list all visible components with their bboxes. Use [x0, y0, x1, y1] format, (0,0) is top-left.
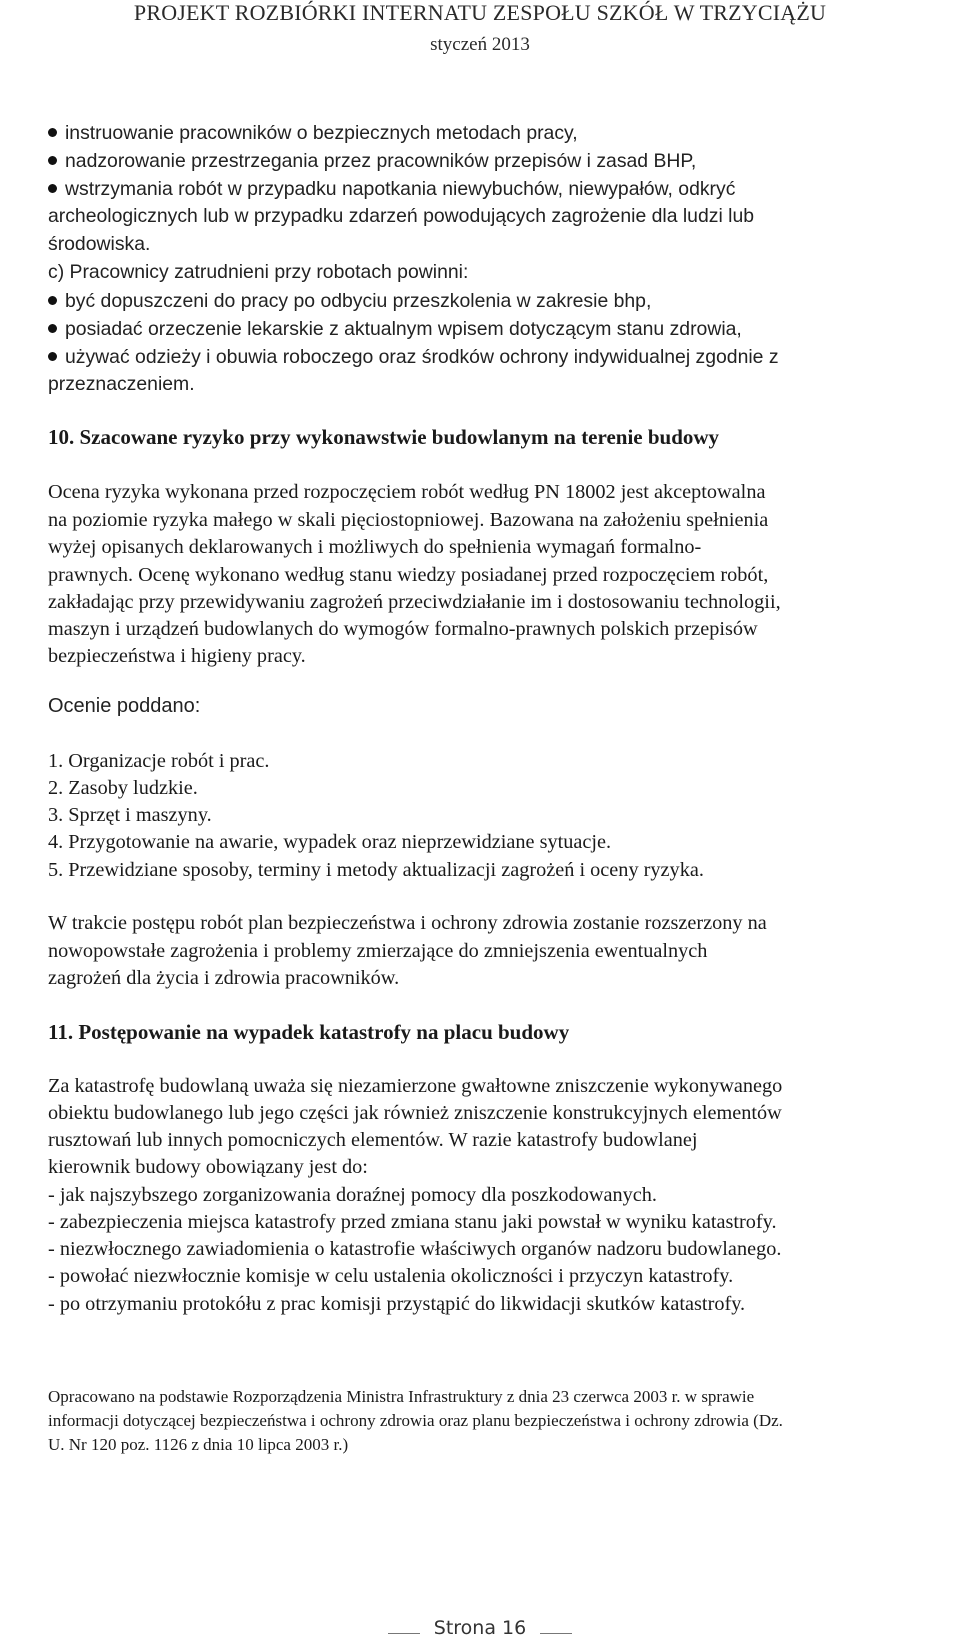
bullet-icon [48, 352, 57, 361]
page-number [0, 1617, 960, 1639]
paragraph-line: kierownik budowy obowiązany jest do: [48, 1156, 368, 1178]
footnote-line: U. Nr 120 poz. 1126 z dnia 10 lipca 2003 r.) [48, 1435, 349, 1454]
paragraph-line: obiektu budowlanego lub jego części jak również zniszczenie konstrukcyjnych elementów [48, 1102, 782, 1124]
paragraph-line: Za katastrofę budowlaną uważa się niezamierzone gwałtowne zniszczenie wykonywanego [48, 1075, 783, 1097]
list-item-text: posiadać orzeczenie lekarskie z aktualnym wpisem dotyczącym stanu zdrowia, [65, 318, 742, 340]
footnote-line: informacji dotyczącej bezpieczeństwa i ochrony zdrowia oraz planu bezpieczeństwa i ochrony zdrowia (Dz. [48, 1411, 783, 1430]
paragraph-line: maszyn i urządzeń budowlanych do wymogów formalno-prawnych polskich przepisów [48, 618, 758, 640]
list-item-continuation: środowiska. [48, 233, 151, 255]
bullet-icon [48, 128, 57, 137]
list-item-text: wstrzymania robót w przypadku napotkania niewybuchów, niewypałów, odkryć [65, 178, 736, 200]
section-11-heading: 11. Postępowanie na wypadek katastrofy na placu budowy [48, 1020, 570, 1044]
paragraph-line: rusztowań lub innych pomocniczych elementów. W razie katastrofy budowlanej [48, 1129, 698, 1151]
footnote-line: Opracowano na podstawie Rozporządzenia Ministra Infrastruktury z dnia 23 czerwca 2003 r. w sprawie [48, 1387, 755, 1406]
duty-item: - zabezpieczenia miejsca katastrofy przed zmiana stanu jaki powstał w wyniku katastrofy. [48, 1211, 777, 1233]
bullet-icon [48, 296, 57, 305]
paragraph-line: wyżej opisanych deklarowanych i możliwych do spełnienia wymagań formalno- [48, 536, 702, 558]
paragraph-line: Ocena ryzyka wykonana przed rozpoczęciem robót według PN 18002 jest akceptowalna [48, 481, 766, 503]
numbered-item: 3. Sprzęt i maszyny. [48, 804, 212, 826]
bullet-icon [48, 156, 57, 165]
list-item-text: używać odzieży i obuwia roboczego oraz środków ochrony indywidualnej zgodnie z [65, 346, 779, 368]
list-item-continuation: archeologicznych lub w przypadku zdarzeń powodujących zagrożenie dla ludzi lub [48, 205, 755, 227]
list-item-text: być dopuszczeni do pracy po odbyciu przeszkolenia w zakresie bhp, [65, 290, 652, 312]
list-item-continuation: przeznaczeniem. [48, 373, 195, 395]
duty-item: - jak najszybszego zorganizowania doraźnej pomocy dla poszkodowanych. [48, 1184, 657, 1206]
duty-item: - po otrzymaniu protokółu z prac komisji przystąpić do likwidacji skutków katastrofy. [48, 1293, 746, 1315]
numbered-item: 5. Przewidziane sposoby, terminy i metody aktualizacji zagrożeń i oceny ryzyka. [48, 859, 704, 881]
section-10-heading: 10. Szacowane ryzyko przy wykonawstwie budowlanym na terenie budowy [48, 425, 720, 449]
duty-item: - niezwłocznego zawiadomienia o katastrofie właściwych organów nadzoru budowlanego. [48, 1238, 782, 1260]
numbered-item: 2. Zasoby ludzkie. [48, 777, 198, 799]
section-c-intro: c) Pracownicy zatrudnieni przy robotach powinni: [48, 261, 469, 283]
paragraph-line: zagrożeń dla życia i zdrowia pracowników. [48, 967, 400, 989]
list-item-text: instruowanie pracowników o bezpiecznych metodach pracy, [65, 122, 578, 144]
bullet-icon [48, 184, 57, 193]
paragraph-line: bezpieczeństwa i higieny pracy. [48, 645, 306, 667]
subjected-label: Ocenie poddano: [48, 695, 201, 717]
paragraph-line: na poziomie ryzyka małego w skali pięciostopniowej. Bazowana na założeniu spełnienia [48, 509, 769, 531]
paragraph-line: prawnych. Ocenę wykonano według stanu wiedzy posiadanej przed rozpoczęciem robót, [48, 564, 769, 586]
paragraph-line: zakładając przy przewidywaniu zagrożeń przeciwdziałanie im i dostosowaniu technologii, [48, 591, 781, 613]
numbered-item: 4. Przygotowanie na awarie, wypadek oraz nieprzewidziane sytuacje. [48, 831, 612, 853]
list-item-text: nadzorowanie przestrzegania przez pracowników przepisów i zasad BHP, [65, 150, 697, 172]
header-date: styczeń 2013 [430, 34, 530, 55]
paragraph-line: nowopowstałe zagrożenia i problemy zmierzające do zmniejszenia ewentualnych [48, 940, 708, 962]
bullet-icon [48, 324, 57, 333]
header-title: PROJEKT ROZBIÓRKI INTERNATU ZESPOŁU SZKÓŁ W TRZYCIĄŻU [133, 0, 827, 25]
page-number-label: Strona 16 [420, 1617, 540, 1639]
paragraph-line: W trakcie postępu robót plan bezpieczeństwa i ochrony zdrowia zostanie rozszerzony na [48, 912, 767, 934]
duty-item: - powołać niezwłocznie komisje w celu ustalenia okoliczności i przyczyn katastrofy. [48, 1265, 734, 1287]
numbered-item: 1. Organizacje robót i prac. [48, 750, 270, 772]
